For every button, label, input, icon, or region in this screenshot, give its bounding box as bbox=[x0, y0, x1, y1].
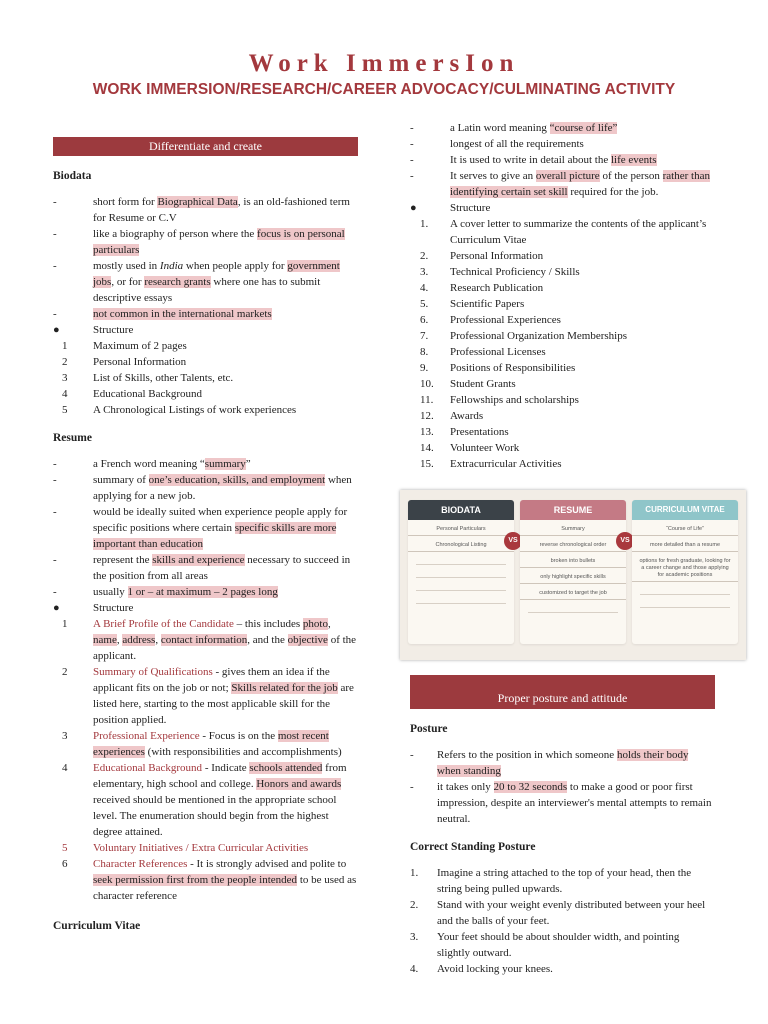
numbered-item: 2 Summary of Qualifications - gives them an idea if the applicant fits on the job or not; Skills related for the job are listed here, starting to the most applicable skill for the position applied. bbox=[62, 666, 354, 726]
numbered-item: 3 List of Skills, other Talents, etc. bbox=[62, 372, 234, 384]
vs-badge: VS bbox=[616, 532, 634, 550]
list-item-structure: ● Structure bbox=[53, 324, 134, 336]
numbered-item: 1. Imagine a string attached to the top of your head, then the string being pulled upwards. bbox=[410, 867, 692, 895]
list-item: - would be ideally suited when experience people apply for specific positions where certain specific skills are more important than education bbox=[53, 506, 348, 550]
list-item: - usually 1 or – at maximum – 2 pages long bbox=[53, 586, 278, 598]
numbered-item: 6. Professional Experiences bbox=[420, 314, 561, 326]
card-resume bbox=[520, 500, 626, 644]
heading-resume: Resume bbox=[53, 432, 92, 444]
numbered-item: 3. Technical Proficiency / Skills bbox=[420, 266, 580, 278]
card-title: RESUME bbox=[520, 500, 626, 520]
right-column bbox=[410, 120, 731, 977]
card-line: Personal Particulars bbox=[408, 526, 514, 536]
numbered-item: 15. Extracurricular Activities bbox=[420, 458, 562, 470]
numbered-item: 4. Research Publication bbox=[420, 282, 544, 294]
list-item: - like a biography of person where the focus is on personal particulars bbox=[53, 228, 345, 256]
list-item-structure: ● Structure bbox=[410, 202, 491, 214]
numbered-item: 12. Awards bbox=[420, 410, 484, 422]
numbered-item: 3. Your feet should be about shoulder width, and pointing slightly outward. bbox=[410, 931, 680, 959]
card-title: CURRICULUM VITAE bbox=[632, 500, 738, 520]
numbered-item: 2. Stand with your weight evenly distributed between your heel and the balls of your feet. bbox=[410, 899, 706, 927]
document-subtitle: WORK IMMERSION/RESEARCH/CAREER ADVOCACY/CULMINATING ACTIVITY bbox=[92, 81, 676, 98]
numbered-item: 1. A cover letter to summarize the contents of the applicant’s Curriculum Vitae bbox=[420, 218, 707, 246]
card-curriculum-vitae bbox=[632, 500, 738, 644]
heading-biodata: Biodata bbox=[53, 170, 92, 182]
list-item-structure: ● Structure bbox=[53, 602, 134, 614]
list-item: - represent the skills and experience necessary to succeed in the position from all areas bbox=[53, 554, 351, 582]
numbered-item: 8. Professional Licenses bbox=[420, 346, 546, 358]
numbered-item: 2. Personal Information bbox=[420, 250, 544, 262]
numbered-item: 11. Fellowships and scholarships bbox=[420, 394, 579, 406]
card-line: customized to target the job bbox=[520, 590, 626, 600]
numbered-item: 5. Scientific Papers bbox=[420, 298, 525, 310]
list-item: - a Latin word meaning “course of life” bbox=[410, 122, 618, 134]
heading-posture: Posture bbox=[410, 723, 448, 735]
numbered-item: 6 Character References - It is strongly advised and polite to seek permission first from the people intended to be used as character reference bbox=[62, 858, 357, 902]
card-line: more detailed than a resume bbox=[632, 542, 738, 552]
list-item: - a French word meaning “summary” bbox=[53, 458, 251, 470]
card-line: broken into bullets bbox=[520, 558, 626, 568]
heading-correct-standing-posture: Correct Standing Posture bbox=[410, 841, 536, 853]
list-item: - It is used to write in detail about the life events bbox=[410, 154, 657, 166]
numbered-item: 5 Voluntary Initiatives / Extra Curricular Activities bbox=[62, 842, 309, 854]
numbered-item: 4 Educational Background bbox=[62, 388, 203, 400]
card-biodata bbox=[408, 500, 514, 644]
numbered-item: 3 Professional Experience - Focus is on the most recent experiences (with responsibilities and accomplishments) bbox=[62, 730, 342, 758]
card-line: “Course of Life” bbox=[632, 526, 738, 536]
numbered-item: 7. Professional Organization Memberships bbox=[420, 330, 627, 342]
numbered-item: 1 A Brief Profile of the Candidate – this includes photo, name, address, contact information, and the objective of the applicant. bbox=[62, 618, 357, 662]
list-item: - summary of one’s education, skills, and employment when applying for a new job. bbox=[53, 474, 352, 502]
comparison-figure bbox=[400, 490, 746, 660]
numbered-item: 1 Maximum of 2 pages bbox=[62, 340, 187, 352]
numbered-item: 10. Student Grants bbox=[420, 378, 516, 390]
section-banner-posture: Proper posture and attitude bbox=[410, 675, 715, 709]
card-line: options for fresh graduate, looking for a career change and those applying for academic positions bbox=[632, 558, 738, 582]
vs-badge: VS bbox=[504, 532, 522, 550]
numbered-item: 14. Volunteer Work bbox=[420, 442, 520, 454]
list-item: - longest of all the requirements bbox=[410, 138, 584, 150]
card-line: Summary bbox=[520, 526, 626, 536]
list-item: - not common in the international markets bbox=[53, 308, 272, 320]
heading-curriculum-vitae: Curriculum Vitae bbox=[53, 920, 141, 932]
numbered-item: 4 Educational Background - Indicate schools attended from elementary, high school and college. Honors and awards received should be mentioned in the appropriate school level. The enumeration should begin from the highest degree attained. bbox=[62, 762, 347, 838]
card-line: only highlight specific skills bbox=[520, 574, 626, 584]
card-line: reverse chronological order bbox=[520, 542, 626, 552]
numbered-item: 9. Positions of Responsibilities bbox=[420, 362, 576, 374]
numbered-item: 5 A Chronological Listings of work experiences bbox=[62, 404, 297, 416]
document-title: Work ImmersIon bbox=[248, 50, 520, 77]
list-item: - mostly used in India when people apply for government jobs, or for research grants where one has to submit descriptive essays bbox=[53, 260, 340, 304]
list-item: - It serves to give an overall picture of the person rather than identifying certain set skill required for the job. bbox=[410, 170, 710, 198]
list-item: - it takes only 20 to 32 seconds to make a good or poor first impression, despite an interviewer's mental attempts to remain neutral. bbox=[410, 781, 712, 825]
numbered-item: 2 Personal Information bbox=[62, 356, 187, 368]
list-item: - Refers to the position in which someone holds their body when standing bbox=[410, 749, 689, 777]
card-line: Chronological Listing bbox=[408, 542, 514, 552]
card-title: BIODATA bbox=[408, 500, 514, 520]
list-item: - short form for Biographical Data, is an old-fashioned term for Resume or C.V bbox=[53, 196, 350, 224]
numbered-item: 13. Presentations bbox=[420, 426, 509, 438]
section-banner-differentiate: Differentiate and create bbox=[53, 137, 358, 156]
numbered-item: 4. Avoid locking your knees. bbox=[410, 963, 553, 975]
left-column bbox=[53, 137, 358, 934]
